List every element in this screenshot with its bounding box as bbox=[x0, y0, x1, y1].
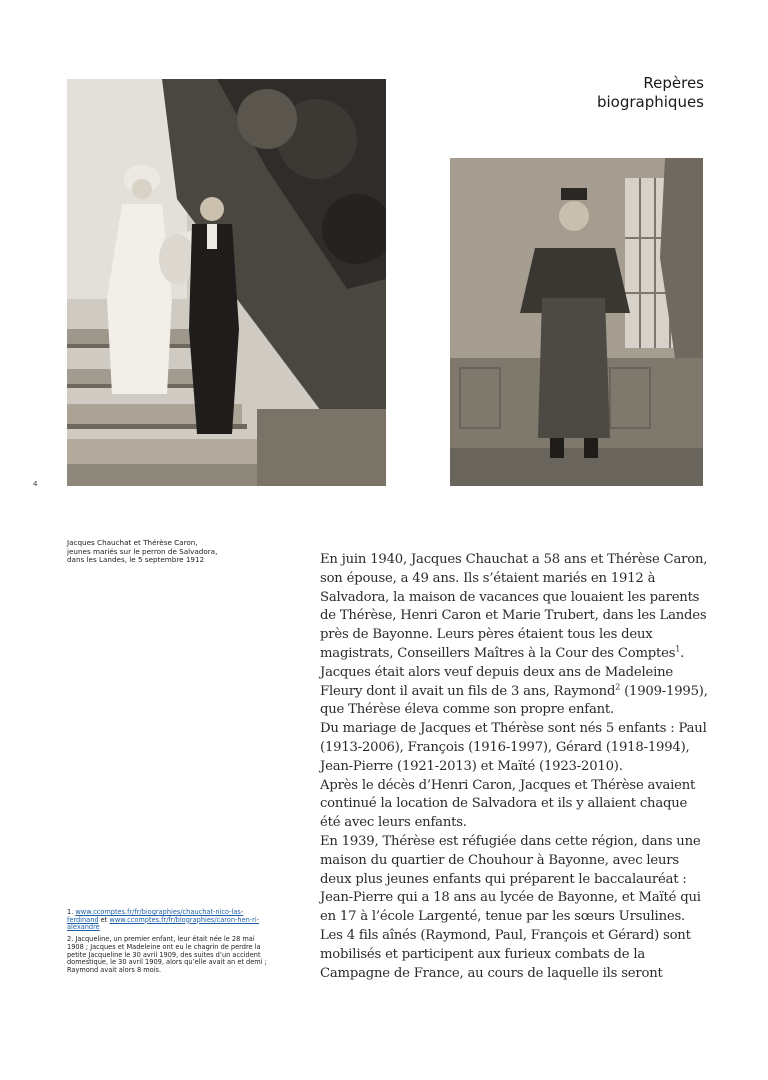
body-text bbox=[320, 551, 710, 983]
page-number: 4 bbox=[33, 480, 38, 488]
paragraph: Du mariage de Jacques et Thérèse sont nés 5 enfants : Paul (1913-2006), François (1916-1997), Gérard (1918-1994), Jean-Pierre (1921-2013) et Maïté (1923-2010). bbox=[320, 721, 707, 774]
paragraph: Les 4 fils aînés (Raymond, Paul, François et Gérard) sont mobilisés et participent aux furieux combats de la Campagne de France, au cours de laquelle ils seront bbox=[320, 927, 691, 981]
paragraph-end: . bbox=[680, 645, 685, 661]
photo-caption bbox=[67, 539, 247, 565]
paragraph: Après le décès d’Henri Caron, Jacques et Thérèse avaient continué la location de Salvadora et ils y allaient chaque été avec leurs enfants. bbox=[320, 777, 696, 831]
heading-line-2: biographiques bbox=[596, 93, 704, 111]
footnote-ref[interactable]: 2 bbox=[615, 682, 621, 692]
footnote-1 bbox=[67, 909, 267, 932]
footnote-number: 1. bbox=[67, 908, 74, 916]
section-heading bbox=[597, 74, 704, 112]
footnote-link[interactable]: www.ccomptes.fr/fr/biographies/caron-hen-ri-alexandre bbox=[67, 915, 260, 932]
caption-line-3: dans les Landes, le 5 septembre 1912 bbox=[67, 555, 205, 564]
footnote-join: et bbox=[98, 915, 110, 924]
paragraph bbox=[320, 664, 710, 720]
paragraph-text: En juin 1940, Jacques Chauchat a 58 ans et Thérèse Caron, son épouse, a 49 ans. Ils s’étaient mariés en 1912 à Salvadora, la maison de vacances que louaient les parents de Thérèse, Henri Caron et Marie Trubert, dans les Landes près de Bayonne. Leurs pères étaient tous les deux magistrats, Conseillers Maîtres à la Cour des Comptes bbox=[320, 552, 708, 661]
caption-line-2: jeunes mariés sur le perron de Salvadora, bbox=[67, 546, 218, 556]
officer-portrait bbox=[450, 158, 703, 486]
caption-line-1: Jacques Chauchat et Thérèse Caron, bbox=[67, 538, 198, 547]
paragraph-text: (1909-1995), que Thérèse éleva comme son propre enfant. bbox=[320, 683, 708, 718]
paragraph-text: Jacques était alors veuf depuis deux ans de Madeleine Fleury dont il avait un fils de 3 ans, Raymond bbox=[320, 664, 674, 699]
footnote-link[interactable]: www.ccomptes.fr/fr/biographies/chauchat-nico-las-ferdinand bbox=[67, 908, 244, 924]
paragraph: En 1939, Thérèse est réfugiée dans cette région, dans une maison du quartier de Chouhour à Bayonne, avec leurs deux plus jeunes enfants qui préparent le baccalauréat : Jean-Pierre qui a 18 ans au lycée de Bayonne, et Maïté qui en 17 à l’école Largenté, tenue par les sœurs Ursulines. bbox=[320, 833, 701, 925]
footnote-2: 2. Jacqueline, un premier enfant, leur était née le 28 mai 1908 ; Jacques et Madeleine ont eu le chagrin de perdre la petite Jacqueline le 30 avril 1909, des suites d’un accident domestique, le 30 avril 1909, alors qu’elle avait an et demi ; Raymond avait alors 8 mois. bbox=[67, 935, 267, 974]
heading-line-1: Repères bbox=[643, 74, 704, 92]
paragraph bbox=[320, 551, 710, 664]
footnotes bbox=[67, 909, 267, 979]
wedding-photo bbox=[67, 79, 386, 486]
footnote-ref[interactable]: 1 bbox=[675, 644, 681, 654]
